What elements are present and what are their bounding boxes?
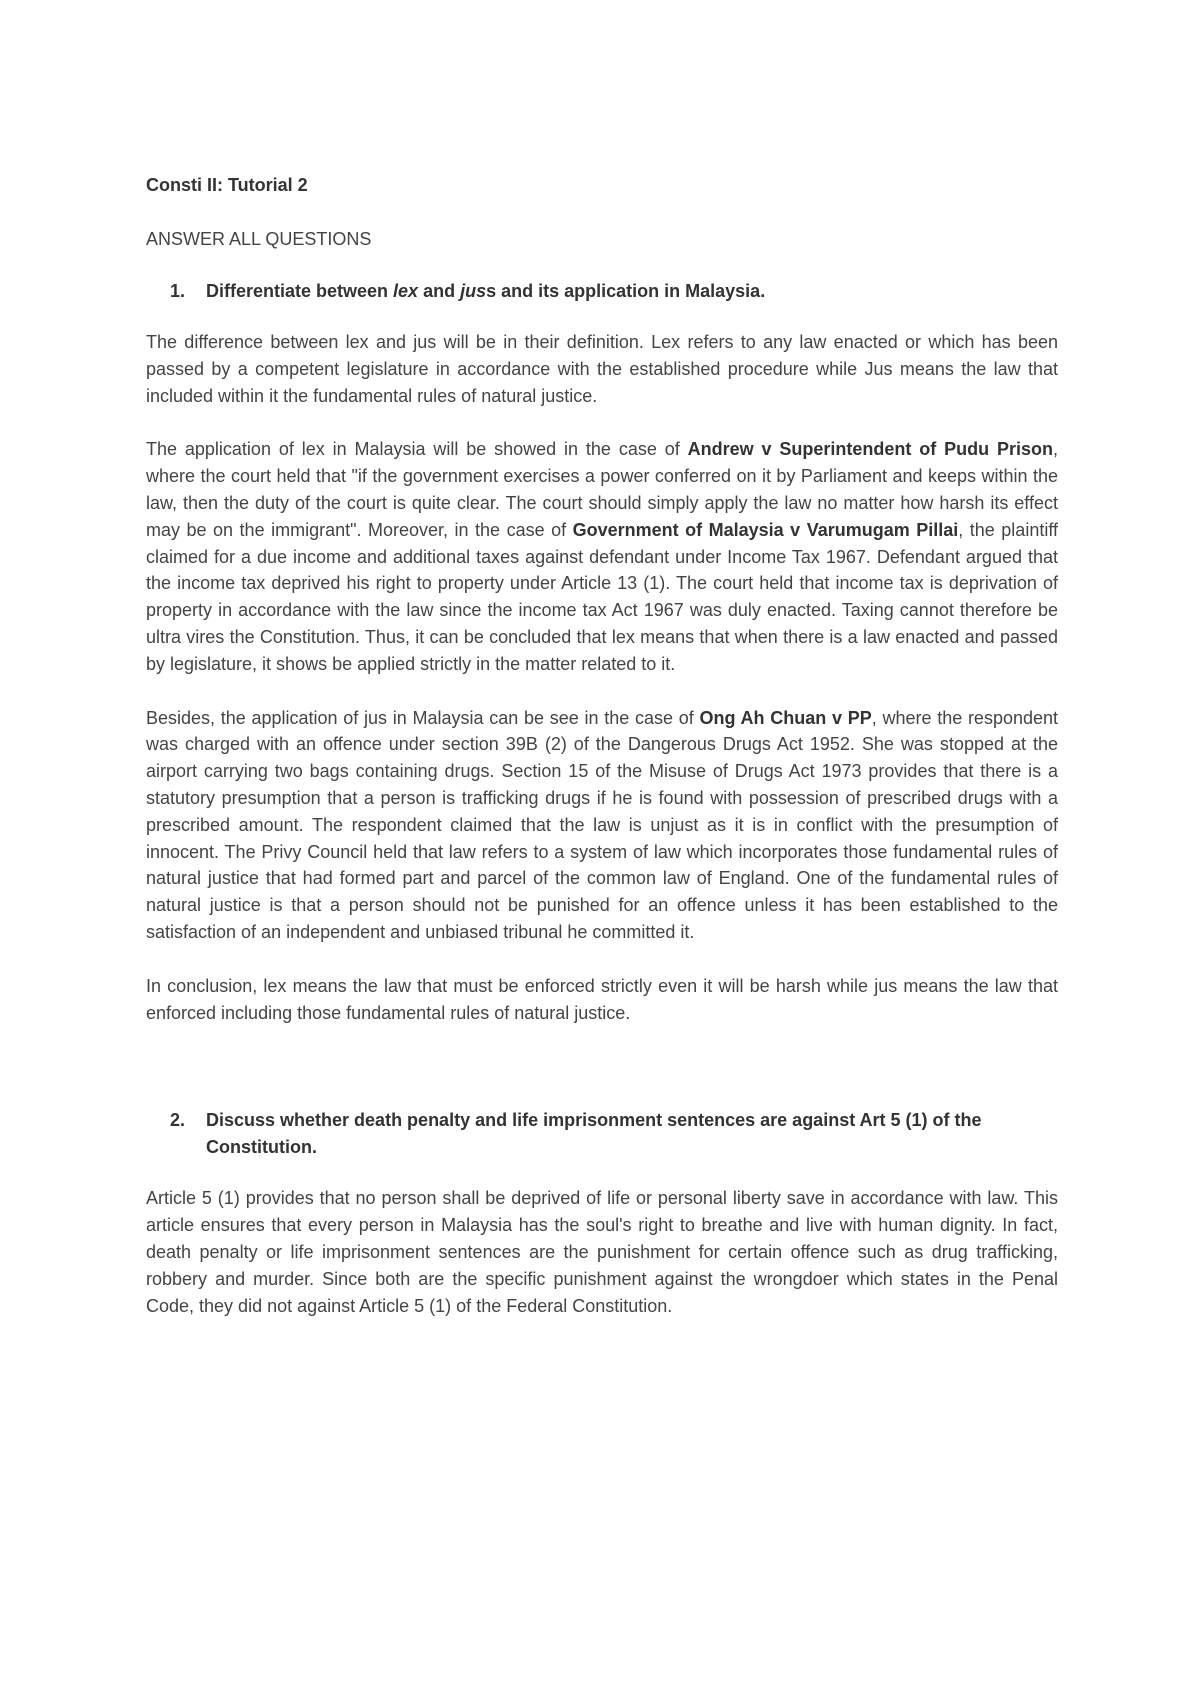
- question-1-text-mid: and: [418, 281, 461, 301]
- instruction-text: ANSWER ALL QUESTIONS: [146, 229, 372, 249]
- document-title: Consti II: Tutorial 2: [146, 175, 308, 195]
- answer-1-p3-text-a: Besides, the application of jus in Malaysia can be see in the case of: [146, 707, 700, 728]
- question-1-number: 1.: [170, 281, 186, 301]
- question-1-text: [206, 278, 1058, 305]
- question-1-text-pre: Differentiate between: [206, 281, 394, 301]
- question-1-term-lex: lex: [393, 281, 419, 301]
- question-2-heading: [146, 1107, 1058, 1161]
- case-name-andrew: Andrew v Superintendent of Pudu Prison: [687, 439, 1053, 460]
- answer-1-p2-text-c: , the plaintiff claimed for a due income and additional taxes against defendant under Income Tax 1967. Defendant argued that the income tax deprived his right to property under Article 13 (1). The court held that income tax is deprivation of property in accordance with the law since the income tax Act 1967 was duly enacted. Taxing cannot therefore be ultra vires the Constitution. Thus, it can be concluded that lex means that when there is a law enacted and passed by legislature, it shows be applied strictly in the matter related to it.: [146, 519, 1059, 674]
- answer-1-paragraph-2: [146, 436, 1058, 677]
- answer-2-paragraph-1: Article 5 (1) provides that no person shall be deprived of life or personal liberty save in accordance with law. This article ensures that every person in Malaysia has the soul's right to breathe and live with human dignity. In fact, death penalty or life imprisonment sentences are the punishment for certain offence such as drug trafficking, robbery and murder. Since both are the specific punishment against the wrongdoer which states in the Penal Code, they did not against Article 5 (1) of the Federal Constitution.: [146, 1188, 1058, 1316]
- answer-1-p3-text-b: , where the respondent was charged with an offence under section 39B (2) of the Dangerous Drugs Act 1952. She was stopped at the airport carrying two bags containing drugs. Section 15 of the Misuse of Drugs Act 1973 provides that there is a statutory presumption that a person is trafficking drugs if he is found with possession of prescribed drugs with a prescribed amount. The respondent claimed that the law is unjust as it is in conflict with the presumption of innocent. The Privy Council held that law refers to a system of law which incorporates those fundamental rules of natural justice that had formed part and parcel of the common law of England. One of the fundamental rules of natural justice is that a person should not be punished for an offence unless it has been established to the satisfaction of an independent and unbiased tribunal he committed it.: [146, 707, 1059, 942]
- case-name-ong-ah-chuan: Ong Ah Chuan v PP: [699, 707, 872, 728]
- answer-1-p2-text-a: The application of lex in Malaysia will be showed in the case of: [146, 439, 688, 460]
- case-name-varumugam: Government of Malaysia v Varumugam Pillai: [572, 519, 959, 540]
- answer-1-paragraph-1: The difference between lex and jus will be in their definition. Lex refers to any law enacted or which has been passed by a competent legislature in accordance with the established procedure while Jus means the law that included within it the fundamental rules of natural justice.: [146, 332, 1058, 406]
- answer-1-conclusion: In conclusion, lex means the law that must be enforced strictly even it will be harsh while jus means the law that enforced including those fundamental rules of natural justice.: [146, 975, 1058, 1023]
- document-page: [146, 172, 1058, 1346]
- question-1-heading: [146, 278, 1058, 305]
- question-1-text-post: s and its application in Malaysia.: [486, 281, 766, 301]
- answer-1-paragraph-3: [146, 705, 1058, 946]
- section-spacer: [146, 1053, 1058, 1107]
- question-2-number: 2.: [170, 1110, 186, 1131]
- answer-1-p2-text-b: , where the court held that "if the government exercises a power conferred on it by Parliament and keeps within the law, then the duty of the court is quite clear. The court should simply apply the law no matter how harsh its effect may be on the immigrant". Moreover, in the case of: [146, 439, 1058, 540]
- question-1-term-jus: jus: [460, 281, 487, 301]
- question-2-text: Discuss whether death penalty and life imprisonment sentences are against Art 5 (1) of the Constitution.: [206, 1110, 982, 1158]
